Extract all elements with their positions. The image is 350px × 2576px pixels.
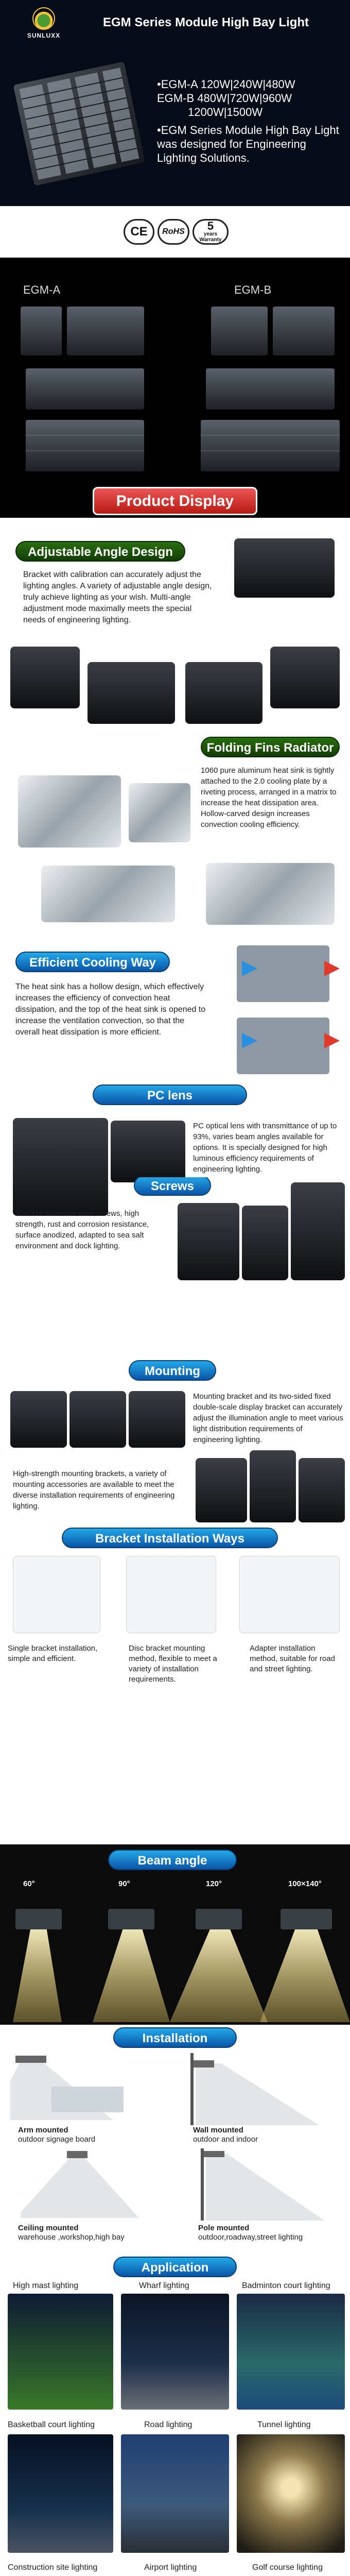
road-photo: [121, 2434, 229, 2553]
spec-line: •EGM-A 120W|240W|480W: [157, 78, 295, 91]
bracket-way-caption: Disc bracket mounting method, flexible to meet a variety of installation requirements.: [129, 1644, 217, 1684]
screw-image-2: [242, 1206, 288, 1280]
application-caption: Wharf lighting: [139, 2281, 189, 2290]
sun-tree-icon: [32, 7, 55, 30]
pc-lens-text: PC optical lens with transmittance of up to 93%, varies beam angles available for options. It is specially designed for high luminous efficiency requirements of engineering lighting.: [193, 1122, 337, 1174]
bracket-ways-section: [0, 1525, 350, 1844]
bracket-accessory-3: [299, 1458, 345, 1522]
ce-mark: CE: [124, 219, 154, 245]
bracket-way-caption: Single bracket installation, simple and efficient.: [8, 1644, 98, 1663]
mounting-section: [0, 1360, 350, 1525]
application-caption: Airport lighting: [144, 2563, 197, 2572]
bracket-image: [10, 647, 80, 708]
arm-mounted-illustration: [10, 2056, 165, 2123]
install-sub: outdoor,roadway,street lighting: [198, 2233, 303, 2242]
model-label-b: EGM-B: [234, 283, 272, 296]
radiator-image: [41, 866, 175, 922]
wharf-photo: [121, 2294, 229, 2410]
spec-line: •EGM Series Module High Bay Light was designed for Engineering Lighting Solutions.: [157, 124, 339, 164]
bracket-side-image: [270, 647, 340, 708]
bracket-accessory-2: [250, 1450, 296, 1522]
warranty-word: years: [203, 231, 218, 237]
screws-text: 304/316 stainless steel screws, high strength, rust and corrosion resistance, surface anodized, adapted to sea salt environment and dock lighting.: [15, 1209, 149, 1250]
application-caption: Badminton court lighting: [242, 2281, 330, 2290]
adjustable-angle-section: [0, 518, 350, 734]
adjustable-angle-text: Bracket with calibration can accurately adjust the lighting angles. A variety of adjustable angle design, truly achieve lighting as your wish. Multi-angle adjustment mode maximally meets the special needs of engineering lighting.: [23, 570, 212, 624]
cooling-section: [0, 930, 350, 1084]
cooling-text: The heat sink has a hollow design, which effectively increases the efficiency of convection heat dissipation, and the top of the heat sink is opened to increase the ventilation convection, so that the overall heat dissipation is more efficient.: [15, 982, 206, 1037]
install-title: Ceiling mounted: [18, 2224, 79, 2232]
hero-banner: [0, 0, 350, 206]
mounting-heading: Mounting: [129, 1360, 216, 1381]
certifications: [0, 206, 350, 258]
bracket-ways-heading: Bracket Installation Ways: [62, 1528, 278, 1548]
application-caption: Construction site lighting: [8, 2563, 98, 2572]
adjustable-angle-heading: Adjustable Angle Design: [15, 541, 185, 562]
install-sub: warehouse ,workshop,high bay: [18, 2233, 125, 2242]
brand-logo: [15, 7, 72, 43]
screw-image-1: [178, 1203, 239, 1280]
mount-dial-image-3: [129, 1391, 185, 1448]
screws-section: [0, 1177, 350, 1368]
ceiling-mounted-illustration: [21, 2151, 139, 2218]
application-caption: Basketball court lighting: [8, 2420, 95, 2429]
product-lineup-image: [5, 301, 345, 479]
application-caption: Golf course lighting: [252, 2563, 323, 2572]
beam-cones-graphic: [0, 1896, 350, 2022]
wall-mounted-illustration: [190, 2053, 324, 2125]
application-caption: Road lighting: [144, 2420, 192, 2429]
folding-fins-text: 1060 pure aluminum heat sink is tightly attached to the 2.0 cooling plate by a riveting process, arranged in a matrix to increase the heat dissipation area. Hollow-carved design increases convection cooling efficiency.: [201, 766, 337, 829]
mounting-text-2: High-strength mounting brackets, a variety of mounting accessories are available to meet the diverse installation requirements of engineering lighting.: [13, 1469, 175, 1511]
product-display-banner: Product Display: [93, 487, 257, 515]
warranty-number: 5: [207, 219, 214, 232]
screws-heading: Screws: [134, 1177, 211, 1196]
fin-detail-image: [129, 783, 190, 842]
bracket-accessory-1: [196, 1458, 247, 1522]
beam-angle-label: 100×140°: [288, 1879, 322, 1888]
spec-line: 1200W|1500W: [188, 106, 263, 118]
high-mast-photo: [8, 2294, 113, 2410]
spec-line: EGM-B 480W|720W|960W: [157, 92, 292, 105]
mount-dial-image-2: [69, 1391, 126, 1448]
rohs-mark: RoHS: [157, 219, 189, 245]
brand-name: SUNLUXX: [27, 32, 61, 39]
screw-image-3: [291, 1182, 345, 1280]
install-sub: outdoor signage board: [18, 2135, 96, 2144]
application-section: [0, 2257, 350, 2576]
angle-closeup-image: [234, 538, 335, 598]
tunnel-photo: [237, 2434, 345, 2553]
product-display: [0, 258, 350, 518]
install-title: Arm mounted: [18, 2126, 68, 2134]
mounting-text-1: Mounting bracket and its two-sided fixed double-scale display bracket can accurately adjust the illumination angle to meet various light distribution requirements of engineering lighting.: [193, 1392, 343, 1444]
mount-dial-image-1: [10, 1391, 67, 1448]
folding-fins-section: [0, 734, 350, 930]
badminton-photo: [237, 2294, 345, 2410]
adapter-bracket-image: [239, 1556, 340, 1633]
hero-specs: [157, 77, 342, 168]
airflow-diagram: [221, 940, 345, 1079]
angle-gauge-image: [185, 662, 262, 724]
application-caption: Tunnel lighting: [257, 2420, 311, 2429]
pc-lens-heading: PC lens: [93, 1084, 247, 1105]
beam-angle-section: [0, 1844, 350, 2025]
install-title: Pole mounted: [198, 2224, 250, 2232]
beam-angle-label: 60°: [23, 1879, 35, 1888]
pole-mounted-illustration: [196, 2148, 329, 2221]
bracket-way-caption: Adapter installation method, suitable for road and street lighting.: [250, 1644, 335, 1673]
install-sub: outdoor and indoor: [193, 2135, 258, 2144]
page-title: EGM Series Module High Bay Light: [103, 15, 309, 29]
warranty-badge: [192, 219, 229, 245]
model-label-a: EGM-A: [23, 283, 61, 296]
basketball-photo: [8, 2434, 113, 2553]
application-caption: High mast lighting: [13, 2281, 79, 2290]
single-bracket-image: [13, 1556, 100, 1633]
folding-fins-heading: Folding Fins Radiator: [201, 737, 340, 757]
beam-angle-label: 120°: [206, 1879, 222, 1888]
install-title: Wall mounted: [193, 2126, 243, 2134]
beam-angle-label: 90°: [118, 1879, 130, 1888]
product-hero-image: [8, 57, 152, 196]
installation-heading: Installation: [113, 2027, 237, 2048]
scale-dial-image: [87, 662, 175, 724]
fin-module-image: [18, 775, 121, 848]
cooling-heading: Efficient Cooling Way: [15, 952, 170, 972]
application-heading: Application: [113, 2257, 237, 2277]
pc-lens-image-small: [111, 1121, 185, 1182]
radiator-matrix-image: [206, 863, 335, 925]
installation-section: [0, 2025, 350, 2257]
warranty-sub: Warranty: [199, 237, 222, 243]
disc-bracket-image: [126, 1556, 216, 1633]
beam-angle-heading: Beam angle: [108, 1850, 237, 1870]
